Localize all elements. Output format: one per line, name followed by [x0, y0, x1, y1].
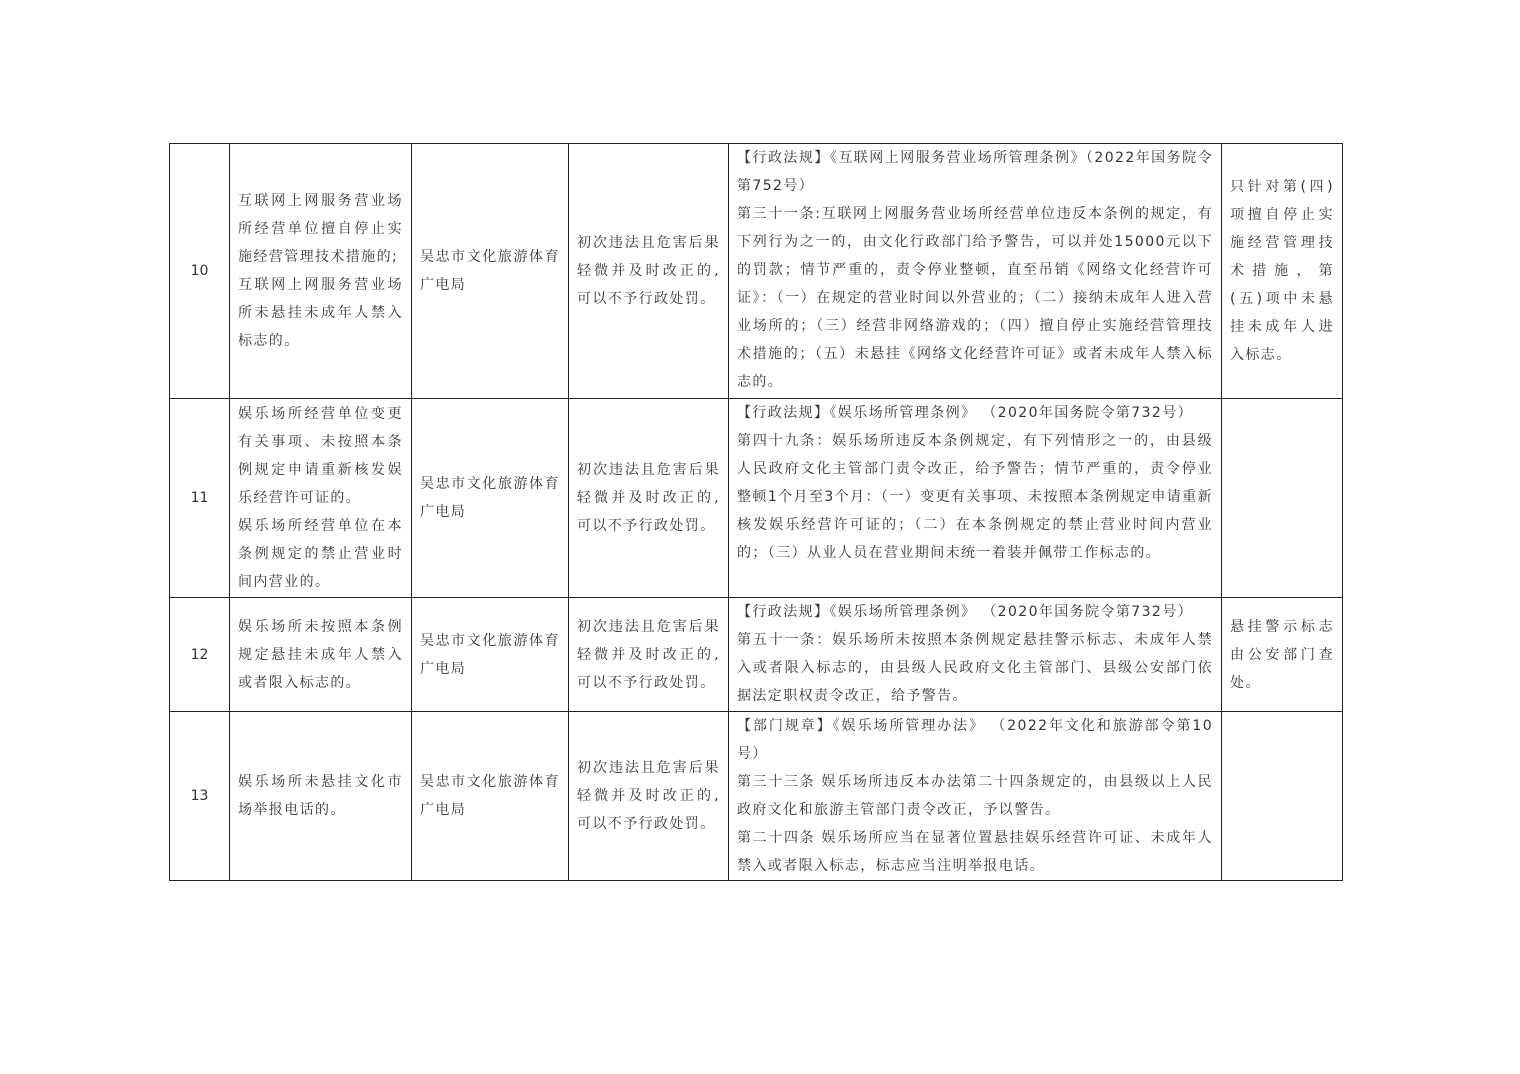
- legal-basis-title: 【行政法规】《娱乐场所管理条例》 （2020年国务院令第732号）: [737, 405, 1193, 421]
- legal-basis-cell: [729, 598, 1222, 712]
- violation-item: 娱乐场所经营单位在本条例规定的禁止营业时间内营业的。: [238, 518, 403, 590]
- legal-basis-title: 【行政法规】《互联网上网服务营业场所管理条例》（2022年国务院令第752号）: [737, 150, 1213, 194]
- table-row: [170, 144, 1343, 399]
- violation-item: 娱乐场所未悬挂文化市场举报电话的。: [238, 774, 403, 818]
- violation-cell: [230, 399, 412, 598]
- authority-cell: 吴忠市文化旅游体育广电局: [412, 399, 569, 598]
- table-row: [170, 399, 1343, 598]
- legal-basis-cell: [729, 712, 1222, 881]
- authority-cell: 吴忠市文化旅游体育广电局: [412, 598, 569, 712]
- note-cell: [1222, 399, 1343, 598]
- row-number: 13: [170, 712, 230, 881]
- condition-cell: 初次违法且危害后果轻微并及时改正的,可以不予行政处罚。: [569, 399, 729, 598]
- table-row: [170, 598, 1343, 712]
- legal-basis-article: 第五十一条：娱乐场所未按照本条例规定悬挂警示标志、未成年人禁入或者限入标志的，由县级人民政府文化主管部门、县级公安部门依据法定职权责令改正，给予警告。: [737, 632, 1213, 704]
- legal-basis-cell: [729, 144, 1222, 399]
- penalty-exemption-table: [169, 143, 1343, 881]
- condition-cell: 初次违法且危害后果轻微并及时改正的,可以不予行政处罚。: [569, 598, 729, 712]
- row-number: 12: [170, 598, 230, 712]
- condition-cell: 初次违法且危害后果轻微并及时改正的,可以不予行政处罚。: [569, 712, 729, 881]
- violation-cell: [230, 712, 412, 881]
- table-row: [170, 712, 1343, 881]
- note-cell: [1222, 712, 1343, 881]
- violation-item: 娱乐场所未按照本条例规定悬挂未成年人禁入或者限入标志的。: [238, 618, 403, 691]
- legal-basis-cell: [729, 399, 1222, 598]
- legal-basis-title: 【部门规章】《娱乐场所管理办法》 （2022年文化和旅游部令第10号）: [737, 718, 1213, 762]
- authority-cell: 吴忠市文化旅游体育广电局: [412, 712, 569, 881]
- note-cell: 悬挂警示标志由公安部门查处。: [1222, 598, 1343, 712]
- row-number: 11: [170, 399, 230, 598]
- legal-basis-article: 第四十九条：娱乐场所违反本条例规定，有下列情形之一的，由县级人民政府文化主管部门责令改正，给予警告；情节严重的，责令停业整顿1个月至3个月：（一）变更有关事项、未按照本条例规定申请重新核发娱乐经营许可证的；（二）在本条例规定的禁止营业时间内营业的；（三）从业人员在营业期间未统一着装并佩带工作标志的。: [737, 433, 1213, 561]
- violation-cell: [230, 598, 412, 712]
- violation-item: 娱乐场所经营单位变更有关事项、未按照本条例规定申请重新核发娱乐经营许可证的。: [238, 406, 403, 506]
- violation-cell: [230, 144, 412, 399]
- authority-cell: 吴忠市文化旅游体育广电局: [412, 144, 569, 399]
- legal-basis-article: 第二十四条 娱乐场所应当在显著位置悬挂娱乐经营许可证、未成年人禁入或者限入标志，标志应当注明举报电话。: [737, 830, 1213, 874]
- legal-basis-title: 【行政法规】《娱乐场所管理条例》 （2020年国务院令第732号）: [737, 604, 1193, 620]
- condition-cell: 初次违法且危害后果轻微并及时改正的,可以不予行政处罚。: [569, 144, 729, 399]
- legal-basis-article: 第三十一条:互联网上网服务营业场所经营单位违反本条例的规定，有下列行为之一的，由文化行政部门给予警告，可以并处15000元以下的罚款；情节严重的，责令停业整顿，直至吊销《网络文化经营许可证》：（一）在规定的营业时间以外营业的；（二）接纳未成年人进入营业场所的；（三）经营非网络游戏的；（四）擅自停止实施经营管理技术措施的；（五）未悬挂《网络文化经营许可证》或者未成年人禁入标志的。: [737, 206, 1213, 390]
- row-number: 10: [170, 144, 230, 399]
- legal-basis-article: 第三十三条 娱乐场所违反本办法第二十四条规定的，由县级以上人民政府文化和旅游主管部门责令改正，予以警告。: [737, 774, 1213, 818]
- violation-item: 互联网上网服务营业场所经营单位擅自停止实施经营管理技术措施的;: [238, 193, 403, 265]
- violation-item: 互联网上网服务营业场所未悬挂未成年人禁入标志的。: [238, 277, 403, 349]
- note-cell: 只针对第(四)项擅自停止实施经营管理技术措施，第(五)项中未悬挂未成年人进入标志。: [1222, 144, 1343, 399]
